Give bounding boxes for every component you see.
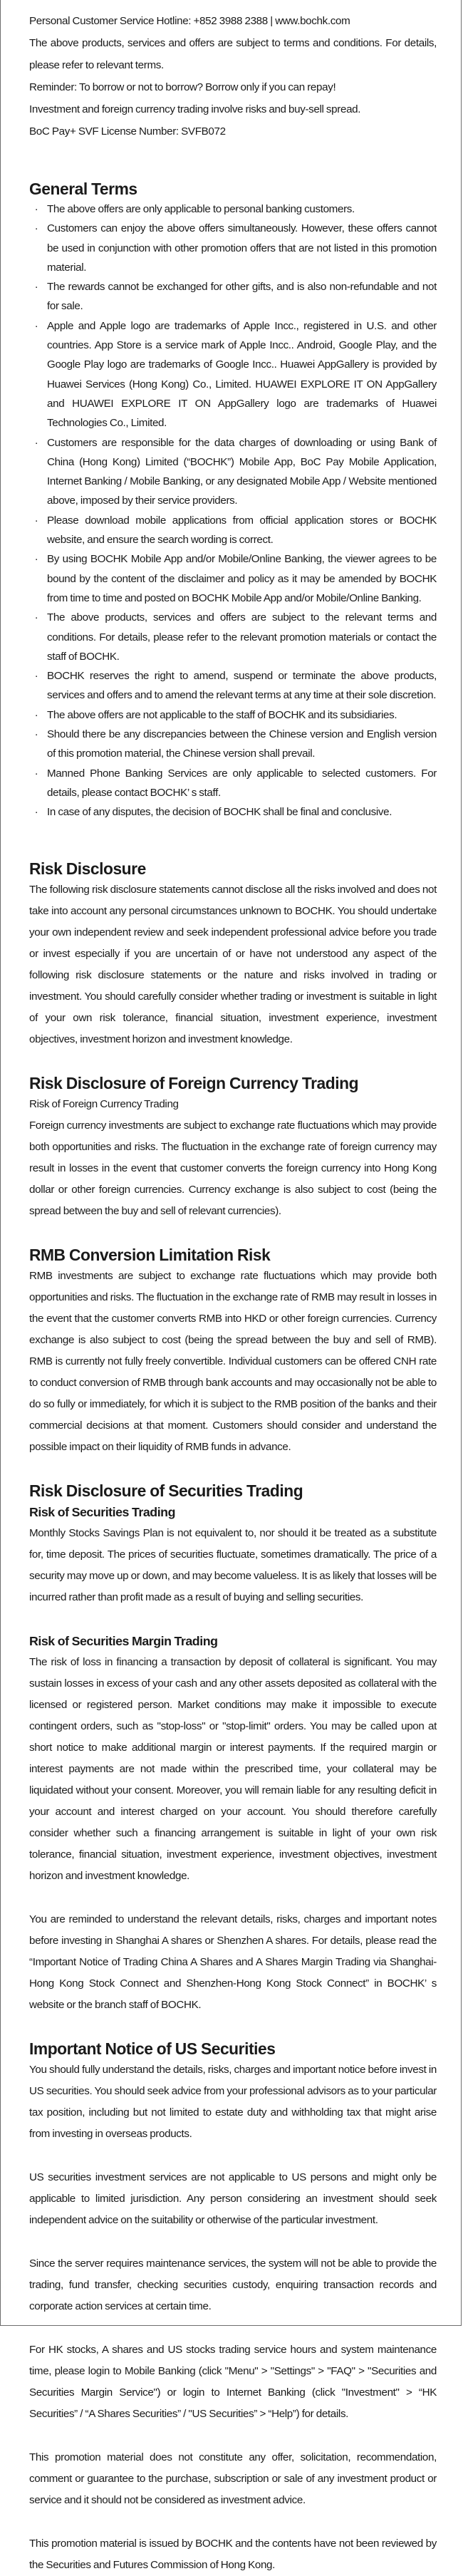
list-item-text: The above offers are only applicable to personal banking customers. [47,203,355,215]
service-hours-notice: For HK stocks, A shares and US stocks trading service hours and system maintenance time, please login to Mobile Banking (click "Menu" > "Settings" > "FAQ" > "Securities and Securities Margin Service") or login to Internet Banking (click "Investment" > “HK Securities” / “A Shares Securities” / "US Securities” > “Help”) for details. [29,2343,437,2420]
not-an-offer-disclaimer: This promotion material does not constitute any offer, solicitation, recommendation, comment or guarantee to the purchase, subscription or sale of any investment product or service and it should not be considered as investment advice. [29,2451,437,2506]
bullet-icon: · [34,611,38,624]
bullet-icon: · [34,319,38,332]
bullet-icon: · [34,436,38,449]
foreign-currency-body: Foreign currency investments are subject to exchange rate fluctuations which may provide both opportunities and risks. The fluctuation in the exchange rate of foreign currency may result in losses in the event that customer converts the foreign currency into Hong Kong dollar or other foreign currencies. Currency exchange is also subject to cost (being the spread between the buy and sell of relevant currencies). [29,1119,437,1217]
list-item-text: Manned Phone Banking Services are only applicable to selected customers. For details, please contact BOCHK’ s staff. [47,767,437,799]
securities-trading-section [29,1480,437,1608]
bullet-icon: · [34,728,38,741]
list-item-text: Customers can enjoy the above offers simultaneously. However, these offers cannot be used in conjunction with other promotion offers that are not listed in this promotion material. [47,222,437,274]
list-item [29,219,437,277]
rmb-conversion-section [29,1244,437,1458]
a-shares-notice-section [29,1909,437,2016]
spacer [29,143,437,178]
foreign-currency-heading: Risk Disclosure of Foreign Currency Trading [29,1073,359,1092]
bullet-icon: · [34,670,38,683]
spacer [29,1222,437,1244]
disclaimer-section [29,2447,437,2576]
list-item-text: The above offers are not applicable to the staff of BOCHK and its subsidiaries. [47,708,397,721]
list-item [29,764,437,803]
spacer [29,2016,437,2038]
maintenance-notice: Since the server requires maintenance services, the system will not be able to provide the trading, fund transfer, checking securities custody, enquiring transaction records and corporate action services at certain time. [29,2257,437,2312]
spacer [29,2231,437,2253]
us-securities-heading: Important Notice of US Securities [29,2039,276,2058]
list-item-text: Apple and Apple logo are trademarks of Apple Incc., registered in U.S. and other countries. App Store is a service mark of Apple Incc.. Android, Google Play, and the Google Play logo are trademarks of Google Incc.. Huawei AppGallery is provided by Huawei Services (Hong Kong) Co., Limited. HUAWEI EXPLORE IT ON AppGallery and HUAWEI EXPLORE IT ON AppGallery logo are trademarks of Huawei Technologies Co., Limited. [47,319,437,430]
securities-trading-heading: Risk Disclosure of Securities Trading [29,1481,303,1500]
list-item [29,511,437,550]
margin-trading-body: The risk of loss in financing a transaction by deposit of collateral is significant. You may sustain losses in excess of your cash and any other assets deposited as collateral with the licensed or registered person. Market conditions may make it impossible to execute contingent orders, such as "stop-loss" or "stop-limit" orders. You may be called upon at short notice to make additional margin or interest payments. If the required margin or interest payments are not made within the prescribed time, your collateral may be liquidated without your consent. Moreover, you will remain liable for any resulting deficit in your account and interest charged on your account. You should therefore carefully consider whether such a financing arrangement is suitable in light of your own risk tolerance, financial situation, investment experience, investment objectives, investment horizon and investment knowledge. [29,1655,437,1882]
us-securities-applicability: US securities investment services are not applicable to US persons and might only be applicable to limited jurisdiction. Any person considering an investment should seek independent advice on the suitability or otherwise of the particular investment. [29,2171,437,2226]
list-item [29,433,437,511]
bullet-icon: · [34,281,38,294]
bullet-icon: · [34,708,38,721]
list-item-text: In case of any disputes, the decision of BOCHK shall be final and conclusive. [47,806,392,819]
spacer [29,1458,437,1480]
rmb-conversion-body: RMB investments are subject to exchange rate fluctuations which may provide both opportunities and risks. The fluctuation in the exchange rate of RMB may result in losses in the event that the customer converts RMB into HKD or other foreign currencies. Currency exchange is also subject to cost (being the spread between the buy and sell of RMB). RMB is currently not fully freely convertible. Individual customers can be offered CNH rate to conduct conversion of RMB through bank accounts and may occasionally not be able to do so fully or immediately, for which it is subject to the RMB position of the banks and their commercial decisions at that moment. Customers should consider and understand the possible impact on their liquidity of RMB funds in advance. [29,1269,437,1453]
list-item-text: BOCHK reserves the right to amend, suspend or terminate the above products, services and offers and to amend the relevant terms at any time at their sole discretion. [47,670,437,702]
spacer [29,2511,437,2533]
margin-trading-section [29,1630,437,1887]
general-terms-section [29,178,437,822]
list-item [29,549,437,608]
risk-disclosure-heading: Risk Disclosure [29,859,146,878]
issued-by-disclaimer: This promotion material is issued by BOCHK and the contents have not been reviewed by the Securities and Futures Commission of Hong Kong. [29,2537,437,2571]
a-shares-notice-body: You are reminded to understand the relevant details, risks, charges and important notes before investing in Shanghai A shares or Shenzhen A shares. For details, please read the “Important Notice of Trading China A Shares and A Shares Margin Trading via Shanghai-Hong Kong Stock Connect and Shenzhen-Hong Kong Stock Connect” in BOCHK’ s website or the branch staff of BOCHK. [29,1913,437,2011]
terms-document [29,10,437,2576]
risk-disclosure-section [29,858,437,1050]
list-item-text: The above products, services and offers are subject to the relevant terms and conditions. For details, please refer to the relevant promotion materials or contact the staff of BOCHK. [47,611,437,663]
bullet-icon: · [34,553,38,566]
license-number-text: BoC Pay+ SVF License Number: SVFB072 [29,125,226,138]
intro-section [29,10,437,143]
spacer [29,2425,437,2447]
list-item-text: By using BOCHK Mobile App and/or Mobile/Online Banking, the viewer agrees to be bound by the content of the disclaimer and policy as it may be amended by BOCHK from time to time and posted on BOCHK Mobile App and/or Mobile/Online Banking. [47,553,437,604]
general-terms-heading: General Terms [29,180,137,198]
spacer [29,822,437,858]
list-item-text: Please download mobile applications from official application stores or BOCHK website, and ensure the search wording is correct. [47,514,437,547]
spacer [29,2317,437,2339]
list-item-text: The rewards cannot be exchanged for other gifts, and is also non-refundable and not for sale. [47,281,437,313]
general-terms-list [29,200,437,822]
risk-notice-text: Investment and foreign currency trading involve risks and buy-sell spread. [29,103,361,115]
bullet-icon: · [34,806,38,819]
spacer [29,2145,437,2167]
terms-notice-text: The above products, services and offers are subject to terms and conditions. For details, please refer to relevant terms. [29,37,437,71]
bullet-icon: · [34,222,38,235]
margin-trading-heading: Risk of Securities Margin Trading [29,1633,218,1648]
securities-trading-subheading: Risk of Securities Trading [29,1504,175,1519]
spacer [29,1608,437,1630]
hotline-text: Personal Customer Service Hotline: +852 3988 2388 | www.bochk.com [29,15,350,27]
bullet-icon: · [34,203,38,215]
list-item [29,608,437,666]
list-item [29,725,437,764]
bullet-icon: · [34,767,38,780]
list-item [29,316,437,433]
us-securities-body: You should fully understand the details, risks, charges and important notice before invest in US securities. You should seek advice from your professional advisors as to your particular tax position, including but not limited to estate duty and withholding tax that might arise from investing in overseas products. [29,2063,437,2140]
spacer [29,1887,437,1909]
foreign-currency-subheading: Risk of Foreign Currency Trading [29,1097,179,1110]
list-item [29,705,437,725]
borrow-reminder-text: Reminder: To borrow or not to borrow? Borrow only if you can repay! [29,81,336,93]
list-item [29,802,437,822]
rmb-conversion-heading: RMB Conversion Limitation Risk [29,1245,271,1264]
securities-trading-body: Monthly Stocks Savings Plan is not equivalent to, nor should it be treated as a substitute for, time deposit. The prices of securities fluctuate, sometimes dramatically. The price of a security may move up or down, and may become valueless. It is as likely that losses will be incurred rather than profit made as a result of buying and selling securities. [29,1526,437,1603]
list-item-text: Customers are responsible for the data charges of downloading or using Bank of China (Hong Kong) Limited (“BOCHK”) Mobile App, BoC Pay Mobile Application, Internet Banking / Mobile Banking, or any designated Mobile App / Website mentioned above, imposed by their service providers. [47,436,437,507]
list-item [29,666,437,705]
foreign-currency-section [29,1072,437,1222]
list-item-text: Should there be any discrepancies between the Chinese version and English version of this promotion material, the Chinese version shall prevail. [47,728,437,760]
risk-disclosure-body: The following risk disclosure statements cannot disclose all the risks involved and does not take into account any personal circumstances unknown to BOCHK. You should undertake your own independent review and seek independent professional advice before you trade or invest especially if you are uncertain of or have not understood any aspect of the following risk disclosure statements or the nature and risks involved in trading or investment. You should carefully consider whether trading or investment is suitable in light of your own risk tolerance, financial situation, investment experience, investment objectives, investment horizon and investment knowledge. [29,883,437,1045]
spacer [29,1050,437,1072]
list-item [29,277,437,316]
bullet-icon: · [34,514,38,527]
us-securities-section [29,2038,437,2425]
list-item [29,200,437,219]
